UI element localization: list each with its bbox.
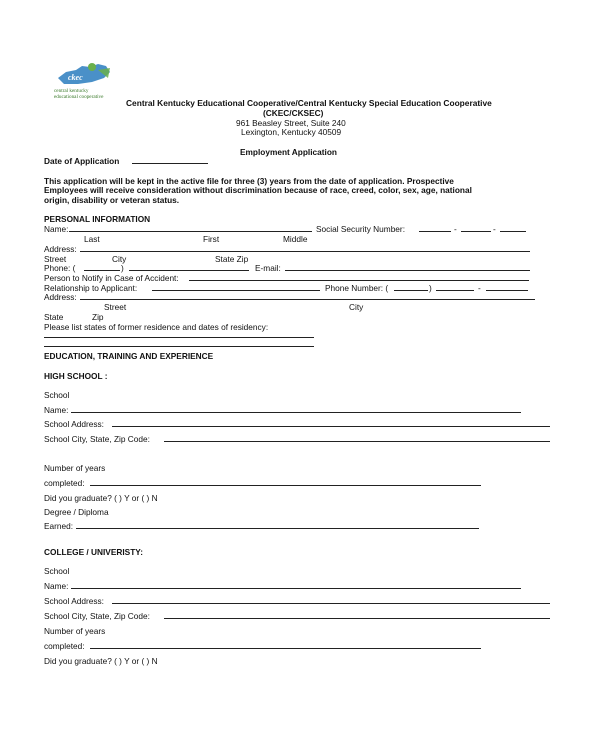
zip2-caption: Zip (92, 312, 104, 322)
hs-school-label: School (44, 390, 70, 400)
col-address-field[interactable] (112, 603, 550, 604)
high-school-heading: HIGH SCHOOL : (44, 371, 108, 381)
phone-number-field-2[interactable] (486, 290, 528, 291)
phone-field[interactable] (129, 270, 249, 271)
col-school-label: School (44, 566, 70, 576)
notice-line-3: origin, disability or veteran status. (44, 195, 180, 205)
address2-field[interactable] (80, 299, 535, 300)
phone-number-label: Phone Number: ( (325, 283, 389, 293)
city2-caption: City (349, 302, 364, 312)
middle-caption: Middle (283, 234, 308, 244)
education-heading: EDUCATION, TRAINING AND EXPERIENCE (44, 351, 214, 361)
state2-caption: State (44, 312, 64, 322)
col-address-label: School Address: (44, 596, 104, 606)
kentucky-shape-icon (52, 60, 122, 90)
hs-graduate-question[interactable]: Did you graduate? ( ) Y or ( ) N (44, 493, 158, 503)
ckec-logo (52, 60, 122, 108)
street2-caption: Street (104, 302, 127, 312)
hs-earned-field[interactable] (76, 528, 479, 529)
relationship-label: Relationship to Applicant: (44, 283, 138, 293)
logo-badge: ckec (68, 73, 83, 82)
col-graduate-question[interactable]: Did you graduate? ( ) Y or ( ) N (44, 656, 158, 666)
personal-heading: PERSONAL INFORMATION (44, 214, 151, 224)
col-completed-label: completed: (44, 641, 85, 651)
notify-label: Person to Notify in Case of Accident: (44, 273, 179, 283)
first-caption: First (203, 234, 220, 244)
notice-line-2: Employees will receive consideration without discrimination because of race, creed, color, sex, age, national (44, 185, 472, 195)
hs-years-label: Number of years (44, 463, 106, 473)
logo-line-1: central kentucky (54, 88, 89, 94)
hs-degree-label: Degree / Diploma (44, 507, 109, 517)
col-years-label: Number of years (44, 626, 106, 636)
former-residence-label: Please list states of former residence and dates of residency: (44, 322, 269, 332)
col-completed-field[interactable] (90, 648, 481, 649)
notice-line-1: This application will be kept in the active file for three (3) years from the date of application. Prospective (44, 176, 454, 186)
org-street: 961 Beasley Street, Suite 240 (236, 118, 346, 128)
notify-field[interactable] (189, 280, 529, 281)
last-caption: Last (84, 234, 100, 244)
hs-name-label: Name: (44, 405, 69, 415)
address-label: Address: (44, 244, 77, 254)
date-field[interactable] (132, 163, 208, 164)
name-label: Name: (44, 224, 69, 234)
org-city: Lexington, Kentucky 40509 (241, 127, 342, 137)
name-field[interactable] (69, 231, 312, 232)
col-csz-field[interactable] (164, 618, 550, 619)
state-zip-caption: State Zip (215, 254, 249, 264)
hs-name-field[interactable] (71, 412, 521, 413)
hs-earned-label: Earned: (44, 521, 74, 531)
college-heading: COLLEGE / UNIVERISTY: (44, 547, 143, 557)
email-field[interactable] (285, 270, 530, 271)
phone-number-field-1[interactable] (436, 290, 474, 291)
address-field[interactable] (80, 251, 530, 252)
phone-area-field[interactable] (84, 270, 120, 271)
col-csz-label: School City, State, Zip Code: (44, 611, 150, 621)
ssn-label: Social Security Number: (316, 224, 405, 234)
phone-label: Phone: ( (44, 263, 76, 273)
street-caption: Street (44, 254, 67, 264)
col-name-label: Name: (44, 581, 69, 591)
logo-line-2: educational cooperative (54, 94, 104, 100)
hs-csz-label: School City, State, Zip Code: (44, 434, 150, 444)
hs-address-label: School Address: (44, 419, 104, 429)
date-label: Date of Application (44, 156, 120, 166)
hs-completed-field[interactable] (90, 485, 481, 486)
hs-completed-label: completed: (44, 478, 85, 488)
hs-address-field[interactable] (112, 426, 550, 427)
former-residence-field-2[interactable] (44, 346, 314, 347)
ssn-field-1[interactable] (419, 231, 451, 232)
org-name: Central Kentucky Educational Cooperative/Central Kentucky Special Education Cooperative (126, 98, 492, 108)
former-residence-field-1[interactable] (44, 337, 314, 338)
form-title: Employment Application (240, 147, 337, 157)
address2-label: Address: (44, 292, 77, 302)
application-page: ckec central kentucky educational cooperative Central Kentucky Educational Cooperative/Central Kentucky Special Education Cooperative (CKEC/CKSEC) 961 Beasley Street, Suite 240 Lexington, Kentucky 40509 Employment Application Date of Application This application will be kept in the active file for three (3) years from the date of application. Prospective Employees will receive consideration without discrimination because of race, creed, color, sex, age, national origin, disability or veteran status. PERSONAL INFORMATION Name: Social Security Number: - - Last First Middle Address: Street City State Zip Phone: ( ) E-mail: Person to Notify in Case of Accident: Relationship to Applicant: Phone Number: ( ) - Address: Street City State Zip Please list states of former residence and dates of residency: EDUCATION, TRAINING AND EXPERIENCE HIGH SCHOOL : School Name: School Address: School City, State, Zip Code: Number of years completed: Did you graduate? ( ) Y or ( ) N Degree / Diploma Earned: COLLEGE / UNIVERISTY: School Name: School Address: School City, State, Zip Code: Number of years completed: Did you graduate? ( ) Y or ( ) N (0, 0, 600, 730)
city-caption: City (112, 254, 127, 264)
ssn-field-2[interactable] (461, 231, 491, 232)
hs-csz-field[interactable] (164, 441, 550, 442)
ssn-field-3[interactable] (500, 231, 526, 232)
col-name-field[interactable] (71, 588, 521, 589)
org-abbreviation: (CKEC/CKSEC) (263, 108, 324, 118)
relationship-field[interactable] (152, 290, 320, 291)
phone-number-area-field[interactable] (394, 290, 428, 291)
email-label: E-mail: (255, 263, 281, 273)
